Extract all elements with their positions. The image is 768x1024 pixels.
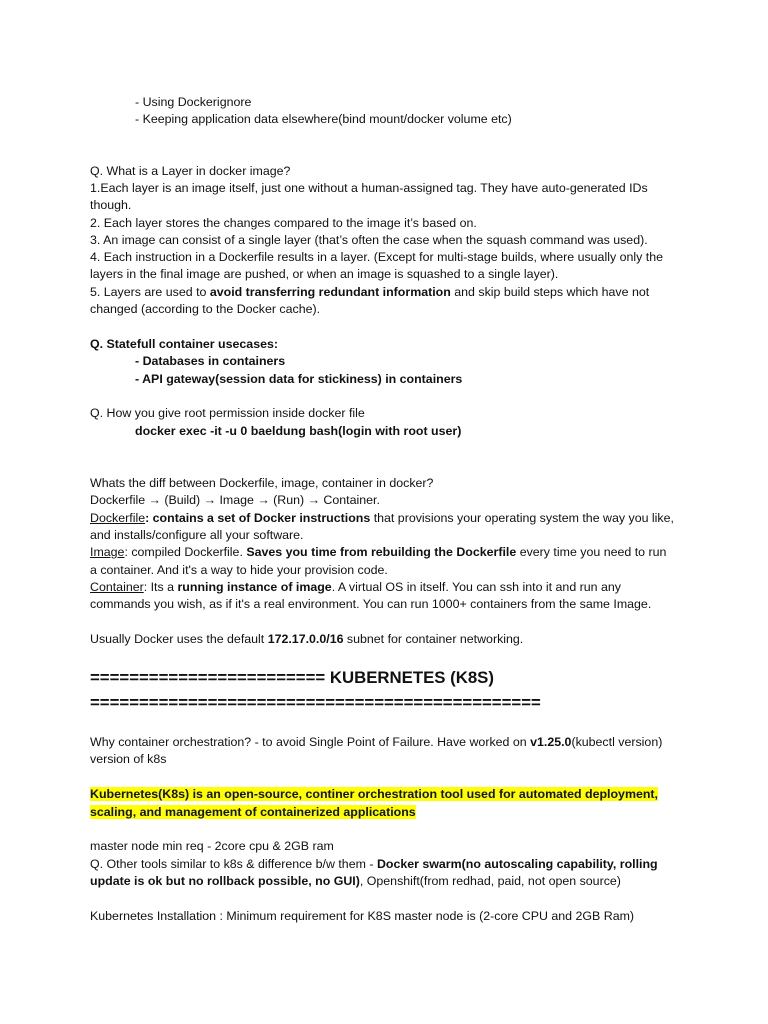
k8s-heading: ======================== KUBERNETES (K8S) — [90, 668, 494, 687]
k8s-heading-rule: ============================================== — [90, 693, 541, 712]
stateful-item: - API gateway(session data for stickiness) in containers — [135, 372, 463, 386]
master-requirement: master node min req - 2core cpu & 2GB ram — [90, 839, 334, 853]
k8s-definition-cont: scaling, and management of containerized applications — [90, 805, 416, 819]
layer-point-1-cont: though. — [90, 198, 132, 212]
root-question: Q. How you give root permission inside docker file — [90, 406, 365, 420]
layer-point-4-cont: layers in the final image are pushed, or when an image is squashed to a single layer). — [90, 267, 559, 281]
layer-question: Q. What is a Layer in docker image? — [90, 164, 291, 178]
orchestration-note: Why container orchestration? - to avoid Single Point of Failure. Have worked on v1.25.0(kubectl version) — [90, 735, 663, 749]
image-def: Image: compiled Dockerfile. Saves you time from rebuilding the Dockerfile every time you need to run — [90, 545, 667, 559]
subnet-note: Usually Docker uses the default 172.17.0.0/16 subnet for container networking. — [90, 632, 524, 646]
stateful-item: - Databases in containers — [135, 354, 286, 368]
layer-point-5-cont: changed (according to the Docker cache). — [90, 302, 321, 316]
container-def-cont: commands you wish, as if it's a real environment. You can run 1000+ containers from the same Image. — [90, 597, 652, 611]
tools-question: Q. Other tools similar to k8s & difference b/w them - Docker swarm(no autoscaling capability, rolling — [90, 857, 658, 871]
diff-question: Whats the diff between Dockerfile, image, container in docker? — [90, 476, 434, 490]
layer-point-1: 1.Each layer is an image itself, just one without a human-assigned tag. They have auto-generated IDs — [90, 181, 648, 195]
diff-flow: Dockerfile → (Build) → Image → (Run) → Container. — [90, 493, 380, 507]
root-answer: docker exec -it -u 0 baeldung bash(login with root user) — [135, 424, 462, 438]
tools-question-cont: update is ok but no rollback possible, no GUI), Openshift(from redhad, paid, not open source) — [90, 874, 621, 888]
layer-point-5: 5. Layers are used to avoid transferring redundant information and skip build steps which have not — [90, 285, 650, 299]
list-item: - Keeping application data elsewhere(bind mount/docker volume etc) — [135, 112, 512, 126]
installation-note: Kubernetes Installation : Minimum requirement for K8S master node is (2-core CPU and 2GB Ram) — [90, 909, 635, 923]
orchestration-note-cont: version of k8s — [90, 752, 167, 766]
dockerfile-def-cont: and installs/configure all your software. — [90, 528, 304, 542]
k8s-definition: Kubernetes(K8s) is an open-source, continer orchestration tool used for automated deployment, — [90, 787, 658, 801]
dockerfile-def: Dockerfile: contains a set of Docker instructions that provisions your operating system the way you like, — [90, 511, 674, 525]
layer-point-2: 2. Each layer stores the changes compared to the image it’s based on. — [90, 216, 477, 230]
list-item: - Using Dockerignore — [135, 95, 252, 109]
layer-point-3: 3. An image can consist of a single layer (that’s often the case when the squash command was used). — [90, 233, 648, 247]
image-def-cont: a container. And it's a way to hide your provision code. — [90, 563, 388, 577]
layer-point-4: 4. Each instruction in a Dockerfile results in a layer. (Except for multi-stage builds, where usually only the — [90, 250, 663, 264]
container-def: Container: Its a running instance of image. A virtual OS in itself. You can ssh into it and run any — [90, 580, 621, 594]
stateful-heading: Q. Statefull container usecases: — [90, 337, 278, 351]
